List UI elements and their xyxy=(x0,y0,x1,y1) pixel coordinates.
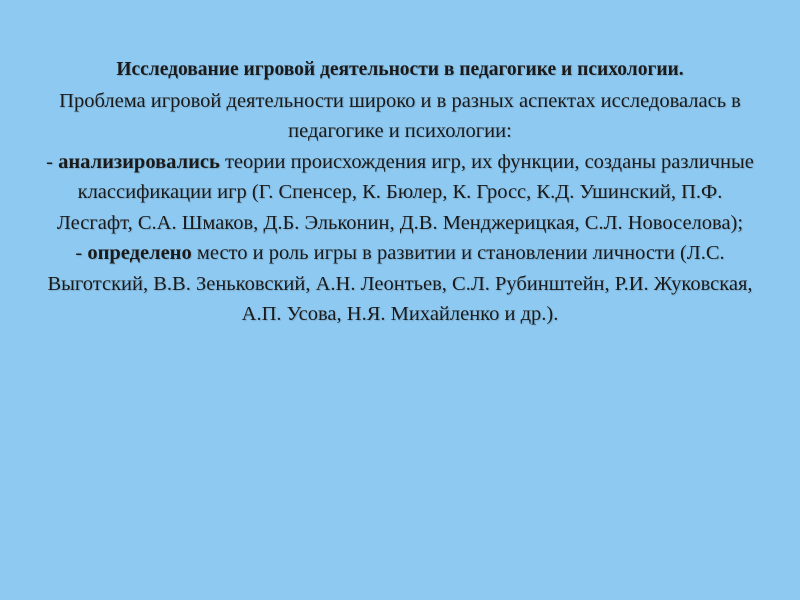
intro-paragraph: Проблема игровой деятельности широко и в разных аспектах исследовалась в педагогике и психологии: xyxy=(59,89,741,142)
list-item-text: теории происхождения игр, их функции, созданы различные классификации игр (Г. Спенсер, К. Бюлер, К. Гросс, К.Д. Ушинский, П.Ф. Лесгафт, С.А. Шмаков, Д.Б. Эльконин, Д.В. Менджерицкая, С.Л. Новоселова); xyxy=(56,150,754,234)
list-item-analyzed xyxy=(40,147,760,239)
slide-title: Исследование игровой деятельности в педагогике и психологии. xyxy=(116,59,684,80)
list-item-defined xyxy=(40,238,760,330)
slide-text-block xyxy=(40,55,760,330)
keyword-analyzed: анализировались xyxy=(58,150,220,173)
list-item-text: место и роль игры в развитии и становлении личности (Л.С. Выготский, В.В. Зеньковский, А.Н. Леонтьев, С.Л. Рубинштейн, Р.И. Жуковская, А.П. Усова, Н.Я. Михайленко и др.). xyxy=(47,242,753,325)
keyword-defined: определено xyxy=(87,242,192,264)
list-item-prefix: - xyxy=(46,150,59,173)
list-item-prefix: - xyxy=(75,242,88,264)
